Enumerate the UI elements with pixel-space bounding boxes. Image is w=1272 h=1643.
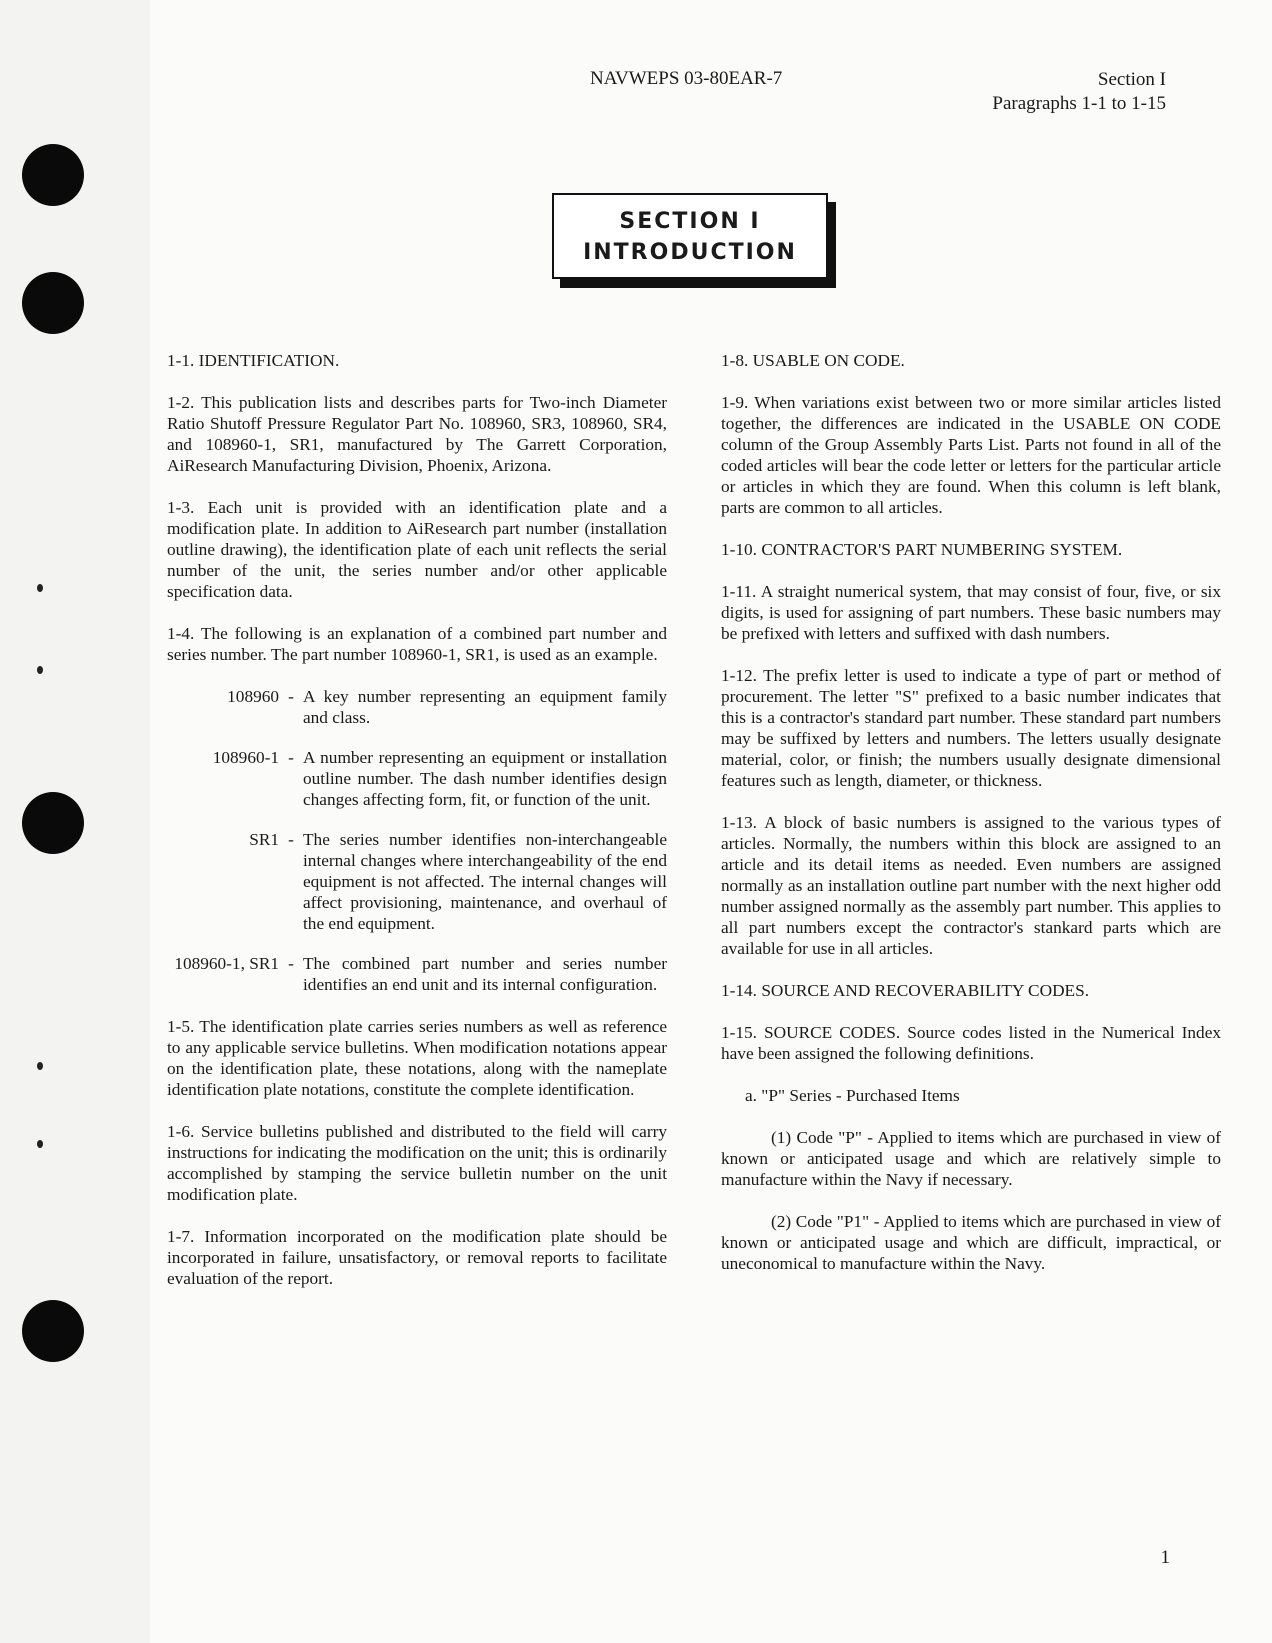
section-reference: [992, 68, 1166, 116]
paragraph-1-15: 1-15. SOURCE CODES. Source codes listed in the Numerical Index have been assigned the following definitions.: [721, 1023, 1221, 1063]
left-column: [167, 350, 667, 1310]
subparagraph-a: a. "P" Series - Purchased Items: [745, 1086, 960, 1105]
definition-dash: -: [288, 830, 294, 849]
paragraph-1-1: 1-1. IDENTIFICATION.: [167, 351, 340, 370]
definition-term: SR1: [249, 830, 279, 849]
definition-text: A number representing an equipment or installation outline number. The dash number identifies design changes affecting form, fit, or function of the unit.: [303, 748, 667, 809]
definition-text: A key number representing an equipment family and class.: [303, 687, 667, 727]
definition-item: [167, 747, 667, 810]
page-speck: [37, 666, 43, 674]
definition-text: The series number identifies non-interchangeable internal changes where interchangeability of the end equipment is not affected. The internal changes will affect provisioning, maintenance, and overhaul of the end equipment.: [303, 830, 667, 933]
definition-term: 108960: [227, 687, 279, 706]
page-speck: [37, 1140, 43, 1148]
section-subtitle: INTRODUCTION: [583, 240, 797, 265]
page-number: 1: [1160, 1547, 1170, 1568]
paragraph-1-5: 1-5. The identification plate carries series numbers as well as reference to any applicable service bulletins. When modification notations appear on the identification plate, these notations, along with the nameplate identification plate notations, constitute the complete identification.: [167, 1017, 667, 1099]
paragraph-1-12: 1-12. The prefix letter is used to indicate a type of part or method of procurement. The letter "S" prefixed to a basic number indicates that this is a contractor's standard part number. These standard part numbers may be suffixed by letters and numbers. The letters usually designate material, color, or finish; the numbers usually designate dimensional features such as length, diameter, or thickness.: [721, 666, 1221, 790]
paragraph-1-7: 1-7. Information incorporated on the modification plate should be incorporated in failure, unsatisfactory, or removal reports to facilitate evaluation of the report.: [167, 1227, 667, 1288]
binder-hole-middle: [22, 792, 84, 854]
paragraph-1-10: 1-10. CONTRACTOR'S PART NUMBERING SYSTEM.: [721, 540, 1123, 559]
paragraph-1-14: 1-14. SOURCE AND RECOVERABILITY CODES.: [721, 981, 1090, 1000]
definition-item: [167, 953, 667, 995]
definition-list: [167, 686, 667, 995]
code-p1-definition: (2) Code "P1" - Applied to items which are purchased in view of known or anticipated usage and which are difficult, impractical, or uneconomical to manufacture within the Navy.: [721, 1212, 1221, 1273]
section-title: SECTION I: [619, 209, 761, 234]
definition-item: [167, 829, 667, 934]
definition-dash: -: [288, 748, 294, 767]
paragraph-1-9: 1-9. When variations exist between two or more similar articles listed together, the differences are indicated in the USABLE ON CODE column of the Group Assembly Parts List. Parts not found in all of the coded articles will bear the code letter or letters for the particular article or articles in which they are found. When this column is left blank, parts are common to all articles.: [721, 393, 1221, 517]
paragraph-1-11: 1-11. A straight numerical system, that may consist of four, five, or six digits, is used for assigning of part numbers. These basic numbers may be prefixed with letters and suffixed with dash numbers.: [721, 582, 1221, 643]
definition-term: 108960-1, SR1: [174, 954, 279, 973]
right-column: [721, 350, 1221, 1295]
paragraph-1-13: 1-13. A block of basic numbers is assigned to the various types of articles. Normally, the numbers within this block are assigned to an article and its detail items as needed. Even numbers are assigned normally as an installation outline part number with the next higher odd number assigned normally as the assembly part number. This applies to all part numbers except the contractor's stankard parts which are available for use in all articles.: [721, 813, 1221, 958]
paragraph-range: Paragraphs 1-1 to 1-15: [992, 93, 1166, 114]
definition-dash: -: [288, 954, 294, 973]
paragraph-1-6: 1-6. Service bulletins published and distributed to the field will carry instructions for indicating the modification on the unit; this is ordinarily accomplished by stamping the service bulletin number on the unit modification plate.: [167, 1122, 667, 1204]
page-speck: [37, 1062, 43, 1070]
document-id: NAVWEPS 03-80EAR-7: [590, 68, 783, 89]
paragraph-1-2: 1-2. This publication lists and describes parts for Two-inch Diameter Ratio Shutoff Pressure Regulator Part No. 108960, SR3, 108960, SR4, and 108960-1, SR1, manufactured by The Garrett Corporation, AiResearch Manufacturing Division, Phoenix, Arizona.: [167, 393, 667, 475]
paragraph-1-4: 1-4. The following is an explanation of a combined part number and series number. The part number 108960-1, SR1, is used as an example.: [167, 624, 667, 664]
definition-text: The combined part number and series number identifies an end unit and its internal configuration.: [303, 954, 667, 994]
binder-hole-top: [22, 144, 84, 206]
section-title-box: [552, 193, 828, 279]
binder-hole-upper: [22, 272, 84, 334]
paragraph-1-8: 1-8. USABLE ON CODE.: [721, 351, 905, 370]
page-speck: [37, 584, 43, 592]
paragraph-1-3: 1-3. Each unit is provided with an identification plate and a modification plate. In addition to AiResearch part number (installation outline drawing), the identification plate of each unit reflects the serial number of the unit, the series number and/or other applicable specification data.: [167, 498, 667, 601]
section-label: Section I: [1097, 69, 1166, 90]
binder-hole-lower: [22, 1300, 84, 1362]
definition-term: 108960-1: [212, 748, 279, 767]
code-p-definition: (1) Code "P" - Applied to items which are purchased in view of known or anticipated usage and which are relatively simple to manufacture within the Navy if necessary.: [721, 1128, 1221, 1189]
definition-dash: -: [288, 687, 294, 706]
definition-item: [167, 686, 667, 728]
